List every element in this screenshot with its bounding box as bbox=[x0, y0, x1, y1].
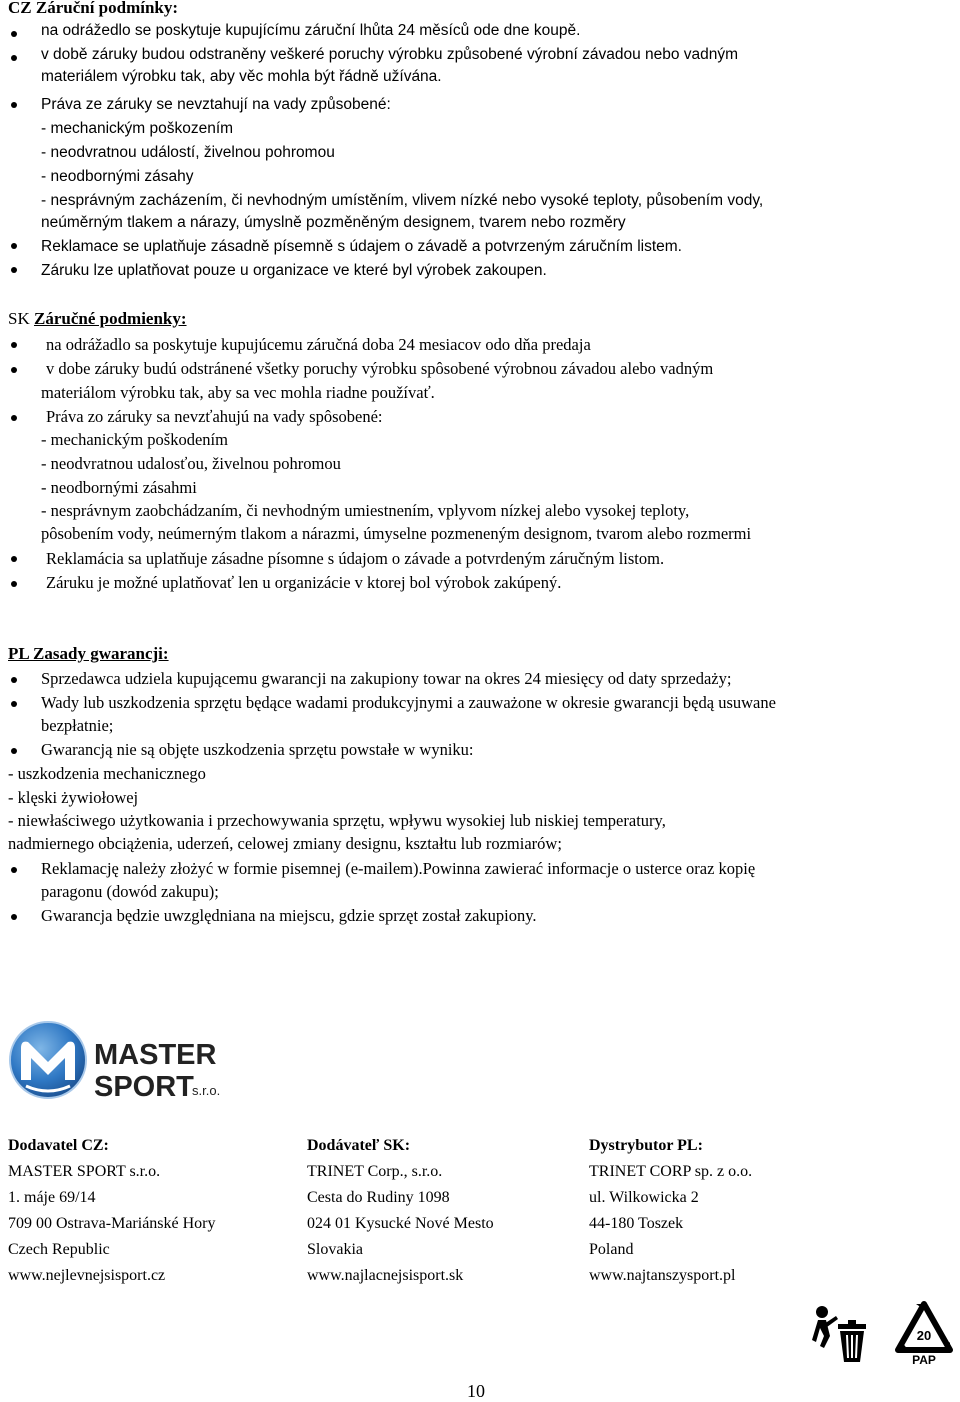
sk-line: - neodbornými zásahmi bbox=[41, 478, 197, 497]
contact-line: Czech Republic bbox=[8, 1241, 110, 1258]
bullet-icon bbox=[11, 31, 17, 37]
contact-line: 709 00 Ostrava-Mariánské Hory bbox=[8, 1215, 216, 1232]
bullet-icon bbox=[11, 342, 17, 348]
bullet-icon bbox=[11, 102, 17, 108]
cz-line: materiálem výrobku tak, aby věc mohla být řádně užívána. bbox=[41, 68, 442, 85]
cz-line: Reklamace se uplatňuje zásadně písemně s údajem o závadě a potvrzeným záručním listem. bbox=[41, 238, 682, 255]
recycle-triangle-icon bbox=[894, 1300, 954, 1368]
contact-heading: Dodávateľ SK: bbox=[307, 1137, 411, 1154]
contact-line: Slovakia bbox=[307, 1241, 363, 1258]
logo-suffix: s.r.o. bbox=[192, 1083, 221, 1098]
bullet-icon bbox=[11, 415, 17, 421]
cz-line: v době záruky budou odstraněny veškeré poruchy výrobku způsobené výrobní závadou nebo vadným bbox=[41, 46, 739, 63]
sk-line: - neodvratnou udalosťou, živelnou pohromou bbox=[41, 454, 341, 473]
contact-heading: Dystrybutor PL: bbox=[589, 1137, 703, 1154]
bullet-icon bbox=[11, 556, 17, 562]
recycle-number: 20 bbox=[916, 1328, 932, 1343]
cz-line: neúměrným tlakem a nárazy, úmyslně pozměněným designem, tvarem nebo rozměry bbox=[41, 214, 626, 231]
bullet-icon bbox=[11, 243, 17, 249]
pl-title-text: PL Zasady gwarancji: bbox=[8, 644, 169, 663]
contact-line: ul. Wilkowicka 2 bbox=[589, 1189, 699, 1206]
pl-line: Gwarancja będzie uwzględniana na miejscu, gdzie sprzęt został zakupiony. bbox=[41, 906, 537, 925]
contact-cz bbox=[8, 1133, 216, 1289]
contact-line: MASTER SPORT s.r.o. bbox=[8, 1163, 161, 1180]
contact-website[interactable]: www.nejlevnejsisport.cz bbox=[8, 1267, 166, 1284]
bullet-icon bbox=[11, 748, 17, 754]
bullet-icon bbox=[11, 701, 17, 707]
pl-line: - niewłaściwego użytkowania i przechowywania sprzętu, wpływu wysokiej lub niskiej temperatury, bbox=[8, 811, 666, 830]
pl-line: Wady lub uszkodzenia sprzętu będące wadami produkcyjnymi a zauważone w okresie gwarancji będą usuwane bbox=[41, 693, 776, 712]
contact-line: TRINET CORP sp. z o.o. bbox=[589, 1163, 753, 1180]
master-sport-logo bbox=[8, 1020, 238, 1100]
contact-line: Poland bbox=[589, 1241, 634, 1258]
bullet-icon bbox=[11, 55, 17, 61]
cz-line: - nesprávným zacházením, či nevhodným umístěním, vlivem nízké nebo vysoké teploty, působením vody, bbox=[41, 192, 764, 209]
contact-website[interactable]: www.najlacnejsisport.sk bbox=[307, 1267, 464, 1284]
logo-line1: MASTER bbox=[94, 1039, 217, 1071]
pl-line: Sprzedawca udziela kupującemu gwarancji na zakupiony towar na okres 24 miesięcy od daty sprzedaży; bbox=[41, 669, 732, 688]
sk-line: Reklamácia sa uplatňuje zásadne písomne s údajom o závade a potvrdeným záručným listom. bbox=[46, 549, 665, 568]
sk-line: v dobe záruky budú odstránené všetky poruchy výrobku spôsobené výrobnou závadou alebo vadným bbox=[46, 359, 714, 378]
contact-pl bbox=[589, 1133, 752, 1289]
recycle-code: PAP bbox=[912, 1353, 936, 1367]
pl-line: Reklamację należy złożyć w formie pisemnej (e-mailem).Powinna zawierać informacje o usterce oraz kopię bbox=[41, 859, 756, 878]
contact-line: TRINET Corp., s.r.o. bbox=[307, 1163, 443, 1180]
contact-heading: Dodavatel CZ: bbox=[8, 1137, 109, 1154]
contact-line: Cesta do Rudiny 1098 bbox=[307, 1189, 450, 1206]
sk-line: - nesprávnym zaobchádzaním, či nevhodným umiestnením, vplyvom nízkej alebo vysokej teploty, bbox=[41, 501, 690, 520]
logo-line2: SPORT bbox=[94, 1071, 194, 1100]
contact-line: 024 01 Kysucké Nové Mesto bbox=[307, 1215, 494, 1232]
contact-line: 1. máje 69/14 bbox=[8, 1189, 96, 1206]
cz-line: Práva ze záruky se nevztahují na vady způsobené: bbox=[41, 96, 391, 113]
cz-line: - neodbornými zásahy bbox=[41, 168, 194, 185]
pl-line: nadmiernego obciążenia, uderzeń, celowej zmiany designu, kształtu lub rozmiarów; bbox=[8, 834, 562, 853]
pl-line: paragonu (dowód zakupu); bbox=[41, 882, 219, 901]
bullet-icon bbox=[11, 367, 17, 373]
pl-line: - klęski żywiołowej bbox=[8, 788, 139, 807]
sk-line: Práva zo záruky sa nevzťahujú na vady spôsobené: bbox=[46, 407, 383, 426]
pl-line: - uszkodzenia mechanicznego bbox=[8, 764, 206, 783]
sk-title-text: Záručné podmienky: bbox=[33, 309, 187, 328]
bullet-icon bbox=[11, 267, 17, 273]
contact-website[interactable]: www.najtanszysport.pl bbox=[589, 1267, 736, 1284]
bullet-icon bbox=[11, 867, 17, 873]
cz-line: - mechanickým poškozením bbox=[41, 120, 234, 137]
pl-title bbox=[8, 643, 169, 665]
sk-title-prefix: SK bbox=[8, 309, 34, 328]
sk-line: pôsobením vody, neúmerným tlakom a nárazmi, úmyselne pozmeneným designom, tvarom alebo rozmermi bbox=[41, 524, 752, 543]
contact-line: 44-180 Toszek bbox=[589, 1215, 684, 1232]
bullet-icon bbox=[11, 677, 17, 683]
bullet-icon bbox=[11, 914, 17, 920]
contact-sk bbox=[307, 1133, 494, 1289]
bin-disposal-icon bbox=[812, 1302, 872, 1366]
pl-line: Gwarancją nie są objęte uszkodzenia sprzętu powstałe w wyniku: bbox=[41, 740, 474, 759]
cz-title: CZ Záruční podmínky: bbox=[8, 0, 179, 17]
cz-line: na odrážedlo se poskytuje kupujícímu záruční lhůta 24 měsíců ode dne koupě. bbox=[41, 22, 581, 39]
sk-line: - mechanickým poškodením bbox=[41, 430, 228, 449]
bullet-icon bbox=[11, 581, 17, 587]
cz-line: - neodvratnou událostí, živelnou pohromou bbox=[41, 144, 335, 161]
sk-line: na odrážadlo sa poskytuje kupujúcemu záručná doba 24 mesiacov odo dňa predaja bbox=[46, 335, 591, 354]
sk-title bbox=[8, 308, 187, 330]
pl-line: bezpłatnie; bbox=[41, 716, 114, 735]
cz-line: Záruku lze uplatňovat pouze u organizace ve které byl výrobek zakoupen. bbox=[41, 262, 547, 279]
sk-line: Záruku je možné uplatňovať len u organizácie v ktorej bol výrobok zakúpený. bbox=[46, 573, 562, 592]
page-number: 10 bbox=[467, 1381, 485, 1401]
sk-line: materiálom výrobku tak, aby sa vec mohla riadne používať. bbox=[41, 383, 435, 402]
